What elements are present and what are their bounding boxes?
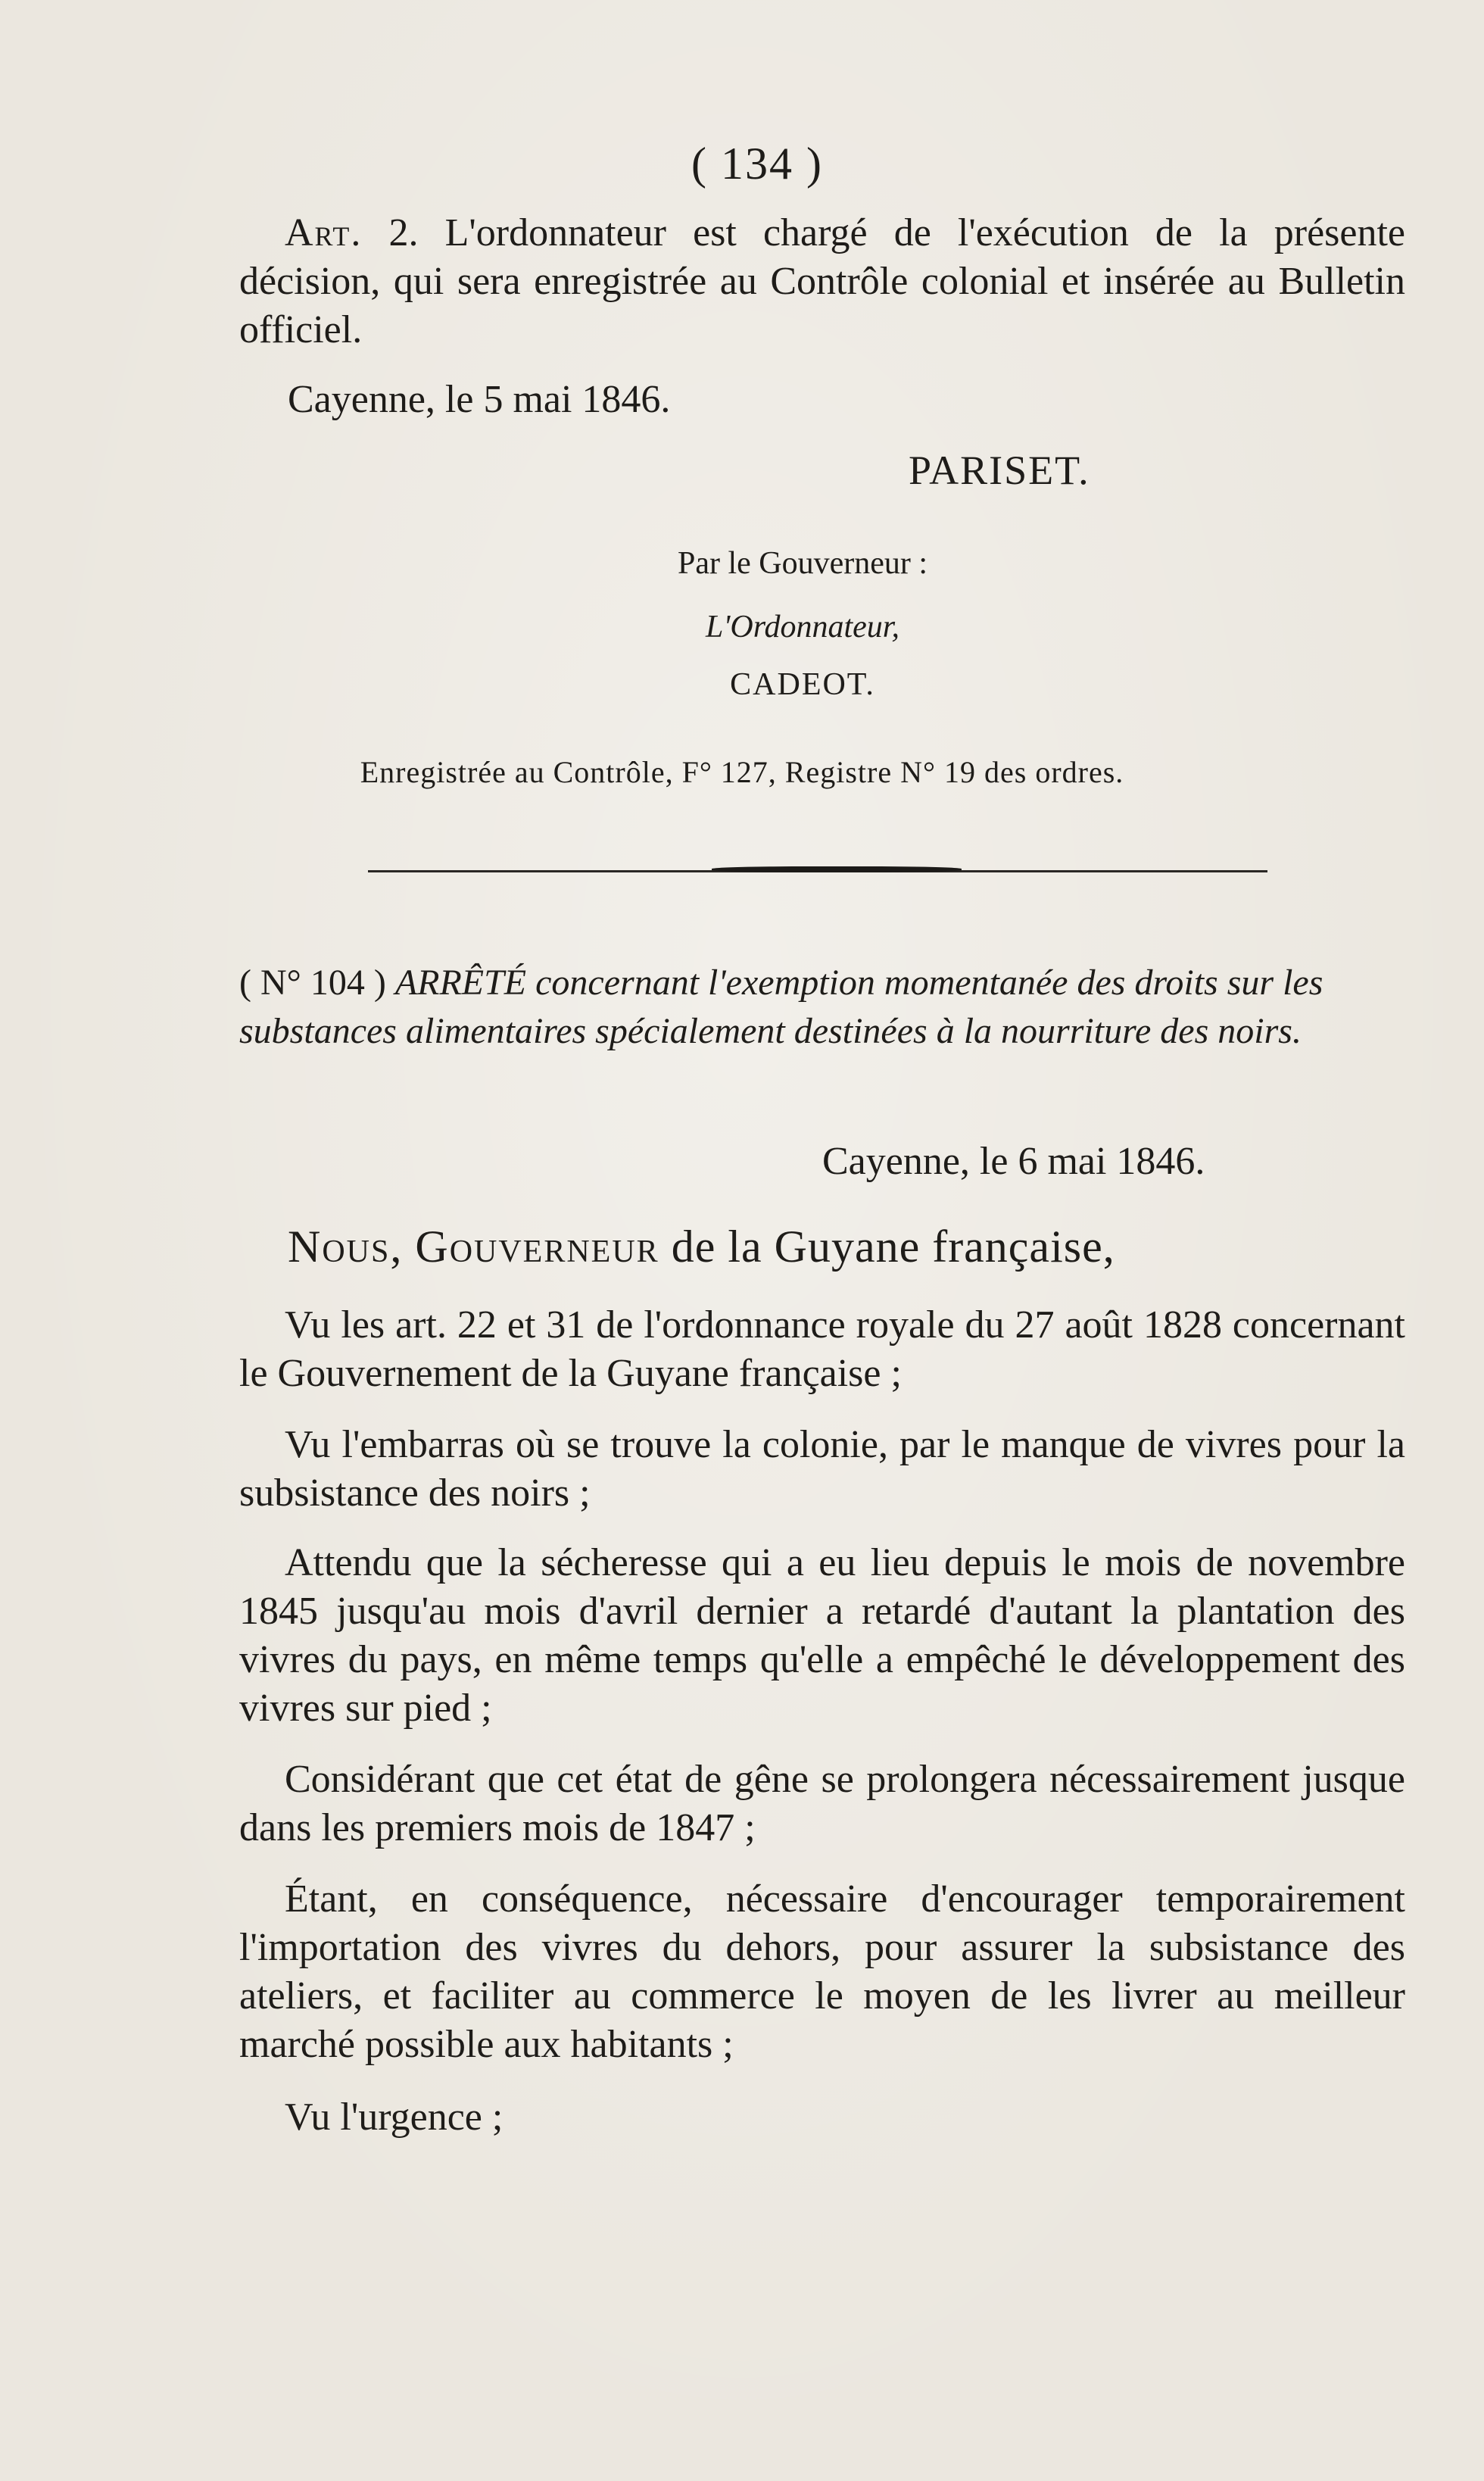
section-divider-ornament <box>712 866 962 872</box>
paragraph-vu-embarras: Vu l'embarras où se trouve la colonie, par le manque de vivres pour la subsistance des noirs ; <box>239 1423 1405 1515</box>
place-date-line-2: Cayenne, le 6 mai 1846. <box>822 1140 1205 1183</box>
page-number: ( 134 ) <box>691 139 823 189</box>
paragraph-etant: Étant, en conséquence, nécessaire d'encourager temporairement l'importation des vivres du dehors, pour assurer la subsistance des ateliers, et faciliter au commerce le moyen de les livrer au meilleur marché possible aux habitants ; <box>239 1877 1405 2066</box>
article-label: Art. <box>285 211 363 254</box>
paragraph-considerant: Considérant que cet état de gêne se prolongera nécessairement jusque dans les premiers mois de 1847 ; <box>239 1758 1405 1849</box>
place-date-line: Cayenne, le 5 mai 1846. <box>288 378 671 421</box>
arrete-heading <box>239 959 1405 1056</box>
registration-note: Enregistrée au Contrôle, F° 127, Registre N° 19 des ordres. <box>360 755 1124 789</box>
signature-cadeot: CADEOT. <box>730 667 875 702</box>
declaration-rest: de la Guyane française, <box>671 1222 1115 1272</box>
paragraph-vu-ordonnance: Vu les art. 22 et 31 de l'ordonnance royale du 27 août 1828 concernant le Gouvernement de la Guyane française ; <box>239 1303 1405 1395</box>
article-text: 2. L'ordonnateur est chargé de l'exécution de la présente décision, qui sera enregistrée au Contrôle colonial et insérée au Bulletin officiel. <box>239 211 1405 351</box>
declaration-nous: Nous, <box>288 1222 404 1272</box>
declaration-line <box>288 1221 1115 1273</box>
arrete-title: ARRÊTÉ concernant l'exemption momentanée des droits sur les substances alimentaires spécialement destinées à la nourriture des noirs. <box>239 963 1323 1051</box>
paragraph-vu-urgence: Vu l'urgence ; <box>285 2096 504 2139</box>
signature-pariset: PARISET. <box>909 448 1090 493</box>
paragraph-attendu: Attendu que la sécheresse qui a eu lieu depuis le mois de novembre 1845 jusqu'au mois d'avril dernier a retardé d'autant la plantation des vivres du pays, en même temps qu'elle a empêché le développement des vivres sur pied ; <box>239 1541 1405 1730</box>
arrete-number: ( N° 104 ) <box>239 963 386 1003</box>
by-governor-line: Par le Gouverneur : <box>677 546 928 581</box>
ordonnateur-title: L'Ordonnateur, <box>706 610 899 644</box>
declaration-gouverneur: Gouverneur <box>415 1222 659 1272</box>
article-paragraph <box>239 209 1405 354</box>
